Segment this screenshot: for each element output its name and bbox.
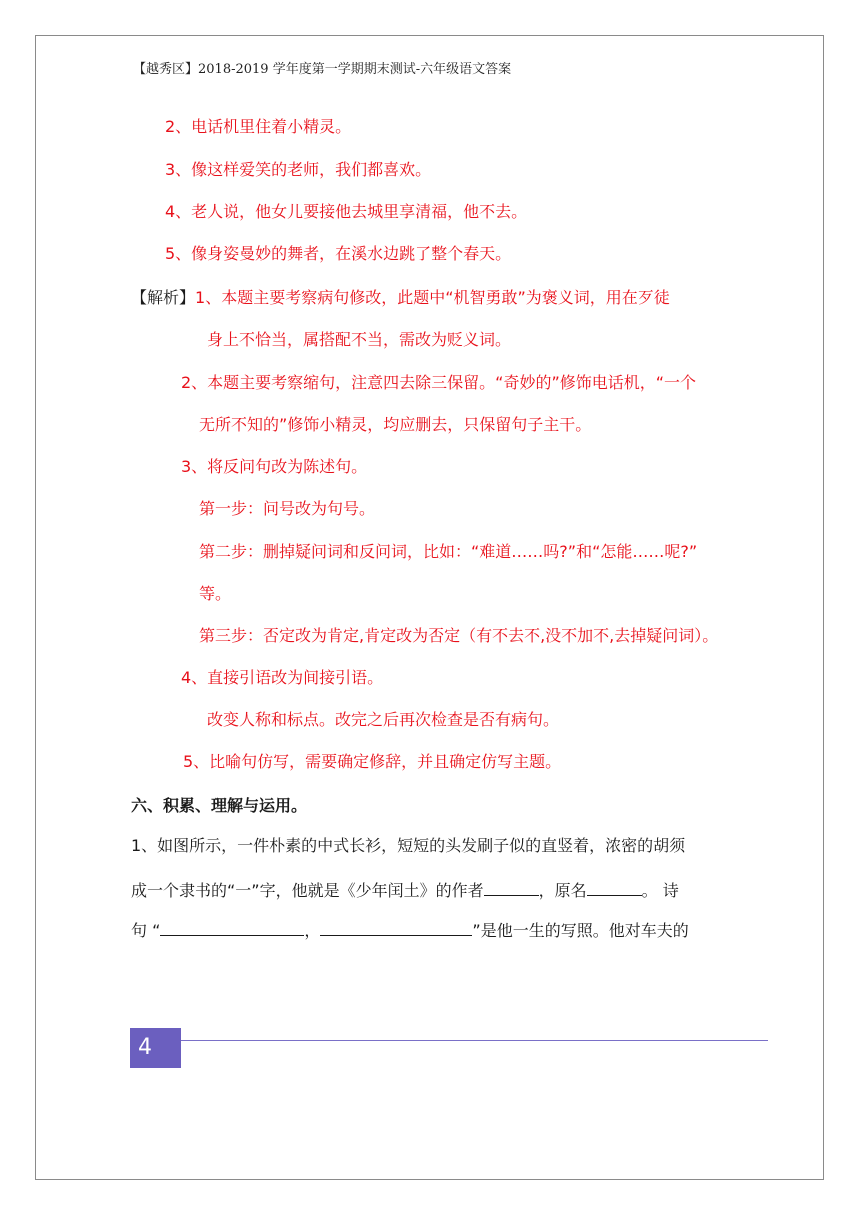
- analysis-3: 3、将反问句改为陈述句。: [181, 457, 368, 476]
- analysis-3-step2b: 等。: [199, 584, 232, 603]
- question-line-1: 1、如图所示，一件朴素的中式长衫，短短的头发刷子似的直竖着，浓密的胡须: [131, 836, 686, 855]
- question-line-3-text-a: 句 “: [131, 921, 161, 940]
- analysis-3-step1: 第一步：问号改为句号。: [199, 499, 376, 518]
- answer-2: 2、电话机里住着小精灵。: [165, 117, 352, 136]
- analysis-3-step3: 第三步：否定改为肯定,肯定改为否定（有不去不,没不加不,去掉疑问词）。: [199, 626, 719, 645]
- analysis-5: 5、比喻句仿写，需要确定修辞，并且确定仿写主题。: [183, 752, 562, 771]
- question-line-2-text-c: 。 诗: [641, 881, 679, 900]
- original-name-blank[interactable]: [587, 879, 642, 896]
- analysis-2a: 2、本题主要考察缩句，注意四去除三保留。“奇妙的”修饰电话机，“一个: [181, 373, 697, 392]
- author-answer-blank[interactable]: [484, 879, 539, 896]
- poem-line-2-blank[interactable]: [320, 919, 472, 936]
- page-number: 4: [130, 1028, 181, 1068]
- analysis-1b: 身上不恰当，属搭配不当，需改为贬义词。: [207, 330, 512, 349]
- question-line-2: [131, 879, 679, 902]
- answer-5: 5、像身姿曼妙的舞者，在溪水边跳了整个春天。: [165, 244, 512, 263]
- question-line-3: [131, 919, 689, 942]
- analysis-4b: 改变人称和标点。改完之后再次检查是否有病句。: [207, 710, 560, 729]
- footer-rule: [181, 1040, 768, 1041]
- analysis-label: 【解析】: [131, 288, 196, 307]
- question-line-3-text-c: ”是他一生的写照。他对车夫的: [472, 921, 689, 940]
- analysis-2b: 无所不知的”修饰小精灵，均应删去，只保留句子主干。: [199, 415, 592, 434]
- question-line-3-text-b: ，: [304, 921, 321, 940]
- answer-4: 4、老人说，他女儿要接他去城里享清福，他不去。: [165, 202, 528, 221]
- section-title: 六、积累、理解与运用。: [131, 796, 308, 815]
- analysis-3-step2: 第二步：删掉疑问词和反问词，比如：“难道……吗?”和“怎能……呢?”: [199, 542, 698, 561]
- answer-3: 3、像这样爱笑的老师，我们都喜欢。: [165, 160, 432, 179]
- analysis-line-1: [131, 287, 670, 309]
- analysis-4: 4、直接引语改为间接引语。: [181, 668, 384, 687]
- poem-line-1-blank[interactable]: [160, 919, 304, 936]
- analysis-1a: 1、本题主要考察病句修改，此题中“机智勇敢”为褒义词，用在歹徒: [195, 288, 670, 307]
- page-header: 【越秀区】2018-2019 学年度第一学期期末测试-六年级语文答案: [133, 62, 512, 77]
- question-line-2-text-b: ，原名: [538, 881, 587, 900]
- question-line-2-text-a: 成一个隶书的“一”字，他就是《少年闰土》的作者: [131, 881, 484, 900]
